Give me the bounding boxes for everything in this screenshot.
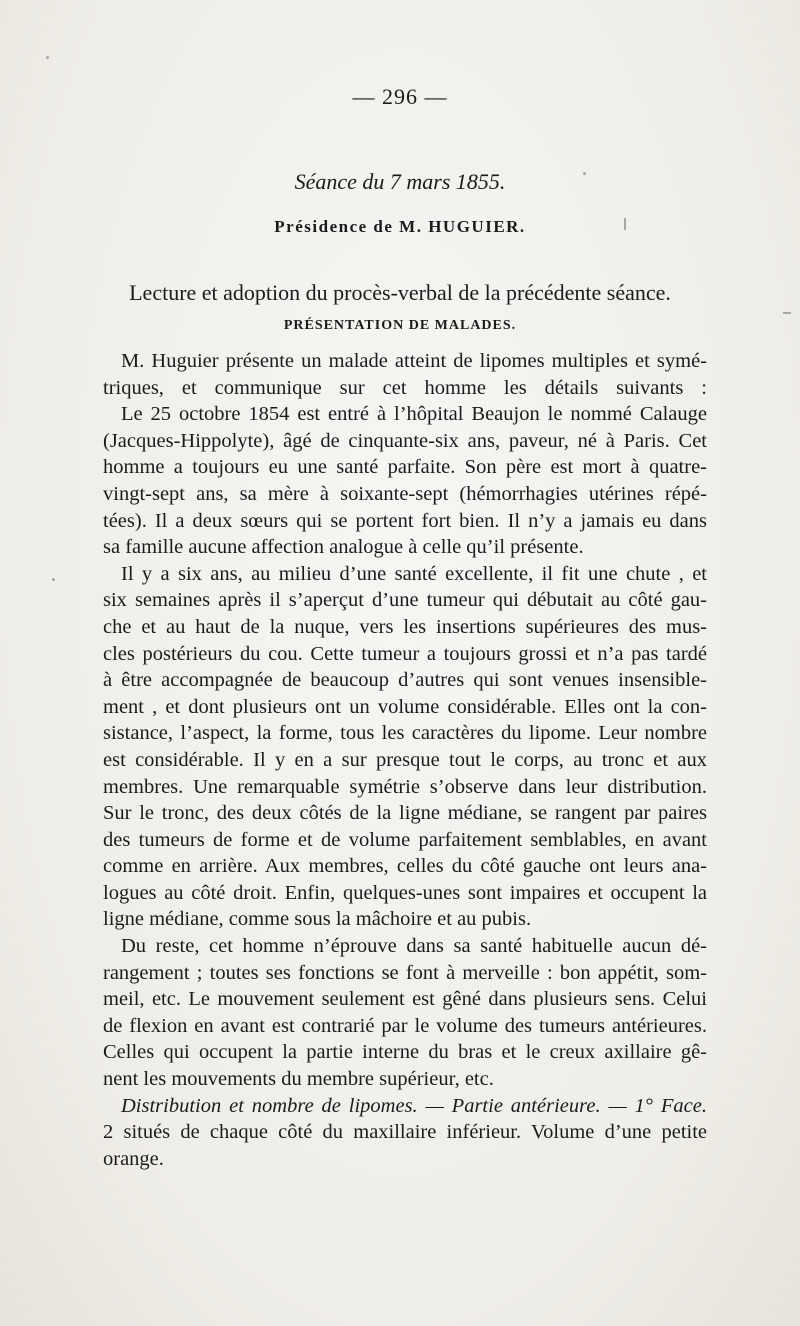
- text-line: cles postérieurs du cou. Cette tumeur a toujours grossi et n’a pas tardé: [103, 642, 707, 665]
- body-text: [103, 348, 707, 1172]
- text-line: che et au haut de la nuque, vers les insertions supérieures des mus-: [103, 615, 707, 638]
- text-line: homme a toujours eu une santé parfaite. Son père est mort à quatre-: [103, 456, 707, 479]
- text-line: meil, etc. Le mouvement seulement est gêné dans plusieurs sens. Celui: [103, 988, 707, 1011]
- text-line: tées). Il a deux sœurs qui se portent fort bien. Il n’y a jamais eu dans: [103, 509, 707, 532]
- scan-speck: [583, 172, 586, 175]
- text-line: sistance, l’aspect, la forme, tous les caractères du lipome. Leur nombre: [103, 722, 707, 745]
- scan-speck: [783, 312, 791, 314]
- text-line: logues au côté droit. Enfin, quelques-unes sont impaires et occupent la: [103, 881, 707, 904]
- text-line: sa famille aucune affection analogue à celle qu’il présente.: [103, 536, 584, 559]
- section-heading: PRÉSENTATION DE MALADES.: [283, 318, 517, 333]
- session-date-heading: Séance du 7 mars 1855.: [294, 169, 506, 194]
- text-line: ligne médiane, comme sous la mâchoire et au pubis.: [103, 908, 532, 931]
- minutes-adoption-line: Lecture et adoption du procès-verbal de la précédente séance.: [129, 280, 671, 305]
- text-line-italic: Distribution et nombre de lipomes. — Partie antérieure. — 1° Face.: [121, 1094, 707, 1117]
- text-line: orange.: [103, 1147, 164, 1170]
- text-line: membres. Une remarquable symétrie s’observe dans leur distribution.: [103, 775, 707, 798]
- text-line: des tumeurs de forme et de volume parfaitement semblables, en avant: [103, 828, 707, 851]
- text-line: Sur le tronc, des deux côtés de la ligne médiane, se rangent par paires: [103, 802, 707, 825]
- text-line: triques, et communique sur cet homme les détails suivants :: [103, 376, 707, 399]
- text-line: Il y a six ans, au milieu d’une santé excellente, il fit une chute , et: [121, 562, 707, 585]
- scan-speck: [52, 578, 55, 581]
- text-line: Du reste, cet homme n’éprouve dans sa santé habituelle aucun dé-: [121, 935, 707, 958]
- text-line: 2 situés de chaque côté du maxillaire inférieur. Volume d’une petite: [103, 1121, 707, 1144]
- text-line: Celles qui occupent la partie interne du bras et le creux axillaire gê-: [103, 1041, 707, 1064]
- text-line: Le 25 octobre 1854 est entré à l’hôpital Beaujon le nommé Calauge: [121, 403, 707, 426]
- presidency-line: Présidence de M. HUGUIER.: [274, 217, 526, 236]
- text-line: nent les mouvements du membre supérieur, etc.: [103, 1068, 494, 1091]
- text-line: à être accompagnée de beaucoup d’autres qui sont venues insensible-: [103, 669, 707, 692]
- text-line: rangement ; toutes ses fonctions se font à merveille : bon appétit, som-: [103, 961, 707, 984]
- text-line: ment , et dont plusieurs ont un volume considérable. Elles ont la con-: [103, 695, 707, 718]
- scan-speck: [624, 218, 626, 230]
- text-line: M. Huguier présente un malade atteint de lipomes multiples et symé-: [121, 350, 707, 372]
- text-line: de flexion en avant est contrarié par le volume des tumeurs antérieures.: [103, 1014, 707, 1037]
- text-line: vingt-sept ans, sa mère à soixante-sept (hémorrhagies utérines répé-: [103, 482, 707, 505]
- scan-speck: [46, 56, 49, 59]
- text-line: (Jacques-Hippolyte), âgé de cinquante-six ans, paveur, né à Paris. Cet: [103, 429, 707, 452]
- text-line: est considérable. Il y en a sur presque tout le corps, au tronc et aux: [103, 748, 707, 771]
- text-line: comme en arrière. Aux membres, celles du côté gauche ont leurs ana-: [103, 855, 707, 878]
- page-number: — 296 —: [352, 84, 448, 109]
- text-line: six semaines après il s’aperçut d’une tumeur qui débutait au côté gau-: [103, 589, 707, 612]
